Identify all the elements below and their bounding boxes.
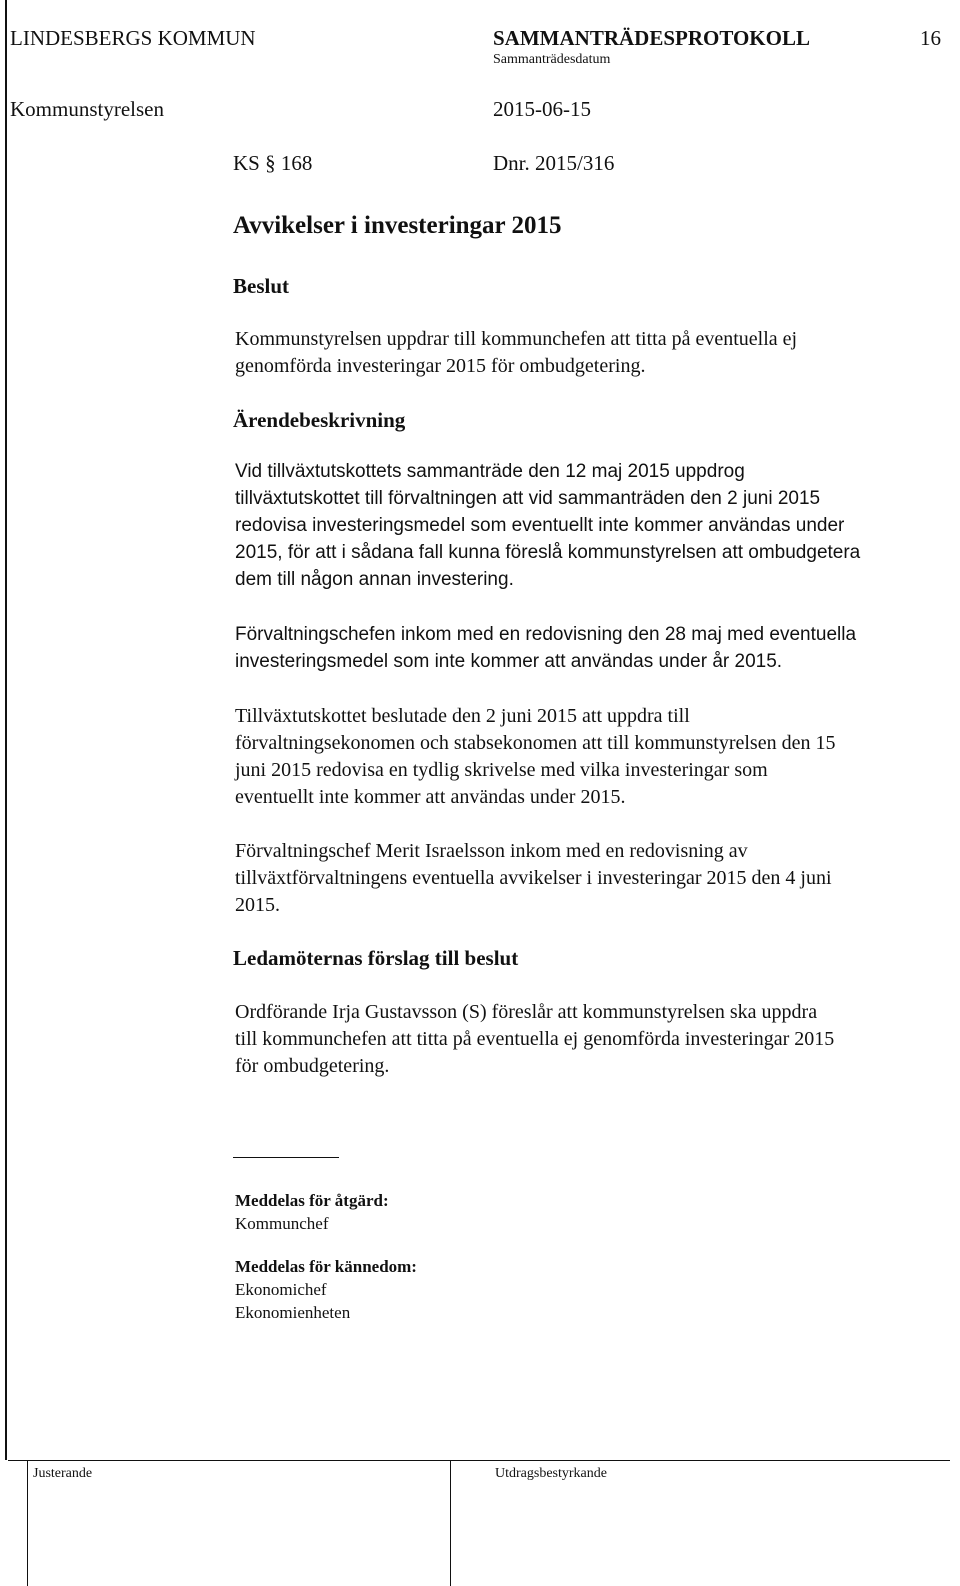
municipality-name: LINDESBERGS KOMMUN [10,26,256,50]
text-line: Förvaltningschefen inkom med en redovisning den 28 maj med eventuella [235,624,857,645]
text-line: förvaltningsekonomen och stabsekonomen att till kommunstyrelsen den 15 [235,732,836,754]
diary-number: Dnr. 2015/316 [493,151,615,175]
text-line: eventuellt inte kommer att användas under 2015. [235,786,626,808]
text-line: genomförda investeringar 2015 för ombudgetering. [235,355,646,377]
text-line: Ordförande Irja Gustavsson (S) föreslår att kommunstyrelsen ska uppdra [235,1001,818,1023]
text-line: Kommunstyrelsen uppdrar till kommunchefen att titta på eventuella ej [235,328,798,350]
footer-rule [8,1460,950,1461]
case-number: KS § 168 [233,151,313,175]
text-line: dem till någon annan investering. [235,569,514,590]
text-line: 2015. [235,894,280,916]
arende-paragraph-1 [235,458,935,593]
beslut-text [235,326,935,380]
distribution-info-label: Meddelas för kännedom: [235,1257,417,1276]
proposal-heading: Ledamöternas förslag till beslut [233,946,519,970]
footer-utdragsbestyrkande: Utdragsbestyrkande [495,1466,607,1481]
text-line: redovisa investeringsmedel som eventuellt inte kommer användas under [235,515,845,536]
separator-line [233,1157,339,1158]
text-line: Vid tillväxtutskottets sammanträde den 12 maj 2015 uppdrog [235,461,745,482]
left-margin-rule [5,0,7,1460]
text-line: Förvaltningschef Merit Israelsson inkom med en redovisning av [235,840,748,862]
page-title: Avvikelser i investeringar 2015 [233,212,562,239]
footer-divider-middle [450,1460,451,1586]
arende-heading: Ärendebeskrivning [233,408,406,432]
text-line: för ombudgetering. [235,1055,390,1077]
committee-name: Kommunstyrelsen [10,97,164,121]
date-label: Sammanträdesdatum [493,52,611,67]
meeting-date: 2015-06-15 [493,97,591,121]
page-number: 16 [920,26,941,50]
text-line: juni 2015 redovisa en tydlig skrivelse med vilka investeringar som [235,759,768,781]
arende-paragraph-2 [235,621,935,675]
text-line: Tillväxtutskottet beslutade den 2 juni 2015 att uppdra till [235,705,690,727]
document-type: SAMMANTRÄDESPROTOKOLL [493,26,810,50]
distribution-item: Ekonomichef [235,1280,327,1299]
footer-justerande: Justerande [33,1466,93,1481]
distribution-action [235,1189,389,1235]
arende-paragraph-4 [235,838,935,919]
proposal-text [235,999,935,1080]
distribution-info [235,1255,417,1324]
footer-divider-left [27,1460,28,1586]
text-line: tillväxtförvaltningens eventuella avvikelser i investeringar 2015 den 4 juni [235,867,832,889]
text-line: investeringsmedel som inte kommer att användas under år 2015. [235,651,783,672]
arende-paragraph-3 [235,703,935,811]
distribution-action-label: Meddelas för åtgärd: [235,1191,389,1210]
distribution-item: Kommunchef [235,1214,329,1233]
text-line: 2015, för att i sådana fall kunna föreslå kommunstyrelsen att ombudgetera [235,542,861,563]
beslut-heading: Beslut [233,274,290,298]
distribution-item: Ekonomienheten [235,1303,351,1322]
text-line: tillväxtutskottet till förvaltningen att vid sammanträden den 2 juni 2015 [235,488,821,509]
text-line: till kommunchefen att titta på eventuella ej genomförda investeringar 2015 [235,1028,835,1050]
